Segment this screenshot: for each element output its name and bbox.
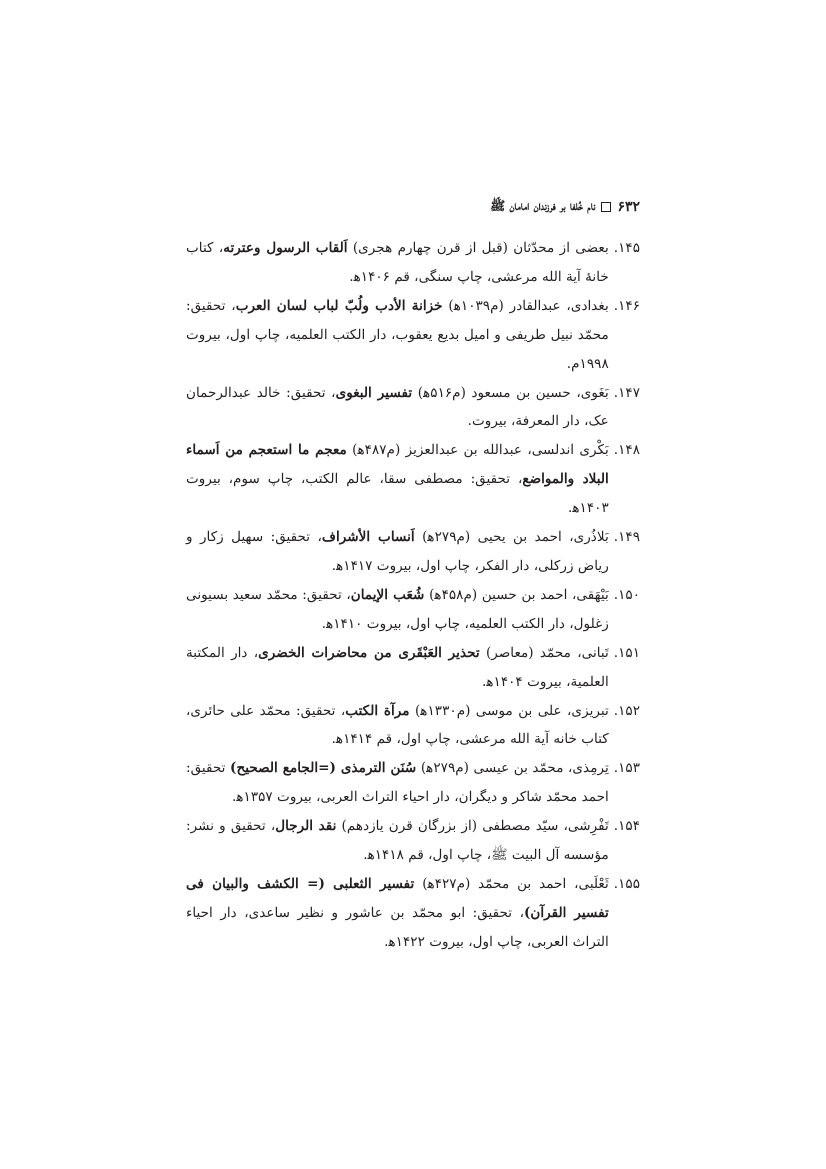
bibliography-entry-146 xyxy=(186,292,640,379)
entry-book-title: معجم ما استعجم من اَسماء البلاد والمواضع xyxy=(186,442,609,488)
entry-text xyxy=(186,379,609,437)
entry-publication: ، تحقیق: سهیل زکار و ریاض زرکلی، دار الفکر، چاپ اول، بیروت ۱۴۱۷ه‍. xyxy=(186,529,609,574)
entry-book-title: تفسیر الثعلبی (= الکشف والبیان فی تفسیر القرآن) xyxy=(186,875,609,921)
entry-number: ۱۴۸. xyxy=(613,442,640,459)
bibliography-entry-145 xyxy=(186,234,640,292)
bibliography-entry-154 xyxy=(186,812,640,870)
entry-text xyxy=(186,523,609,581)
entry-publication: ، تحقیق: خالد عبدالرحمان عک، دار المعرفة، بیروت. xyxy=(186,384,609,430)
entry-text xyxy=(186,234,609,292)
entry-number: ۱۴۵. xyxy=(613,240,640,256)
entry-author: بَکْری اندلسی، عبدالله بن عبدالعزیز (م۴۸۷ه‍) xyxy=(352,442,609,459)
entry-book-title: خزانة الأدب ولُبّ لباب لسان العرب xyxy=(235,297,443,314)
entry-number: ۱۵۱. xyxy=(613,644,640,661)
entry-number: ۱۵۵. xyxy=(613,875,640,892)
entry-text xyxy=(186,812,609,870)
entry-book-title: نقد الرجال xyxy=(275,818,337,835)
entry-book-title: شُعَب الإیمان xyxy=(350,586,425,603)
entry-author: بعضی از محدّثان (قبل از قرن چهارم هجری) xyxy=(352,240,609,256)
entry-author: بَغَوی، حسین بن مسعود (م۵۱۶ه‍) xyxy=(417,384,609,401)
entry-number: ۱۴۶. xyxy=(613,297,640,314)
entry-publication: ، تحقیق: محمّد نبیل طریفی و امیل بدیع یعقوب، دار الکتب العلمیه، چاپ اول، بیروت ۱۹۹۸م. xyxy=(186,297,609,372)
bibliography-entry-149 xyxy=(186,523,640,581)
entry-publication: ، تحقیق: محمّد سعید بسیونی زغلول، دار الکتب العلمیه، چاپ اول، بیروت ۱۴۱۰ه‍. xyxy=(186,586,609,632)
entry-text xyxy=(186,754,609,812)
bibliography-entry-147 xyxy=(186,379,640,437)
entry-book-title: اَنساب الأشراف xyxy=(321,529,415,546)
bibliography-entry-155 xyxy=(186,870,640,957)
entry-author: بغدادی، عبدالقادر (م۱۰۳۹ه‍) xyxy=(448,297,609,314)
entry-number: ۱۵۴. xyxy=(613,818,640,835)
entry-author: بَیْهَقی، احمد بن حسین (م۴۵۸ه‍) xyxy=(429,586,609,603)
entry-text xyxy=(186,697,609,755)
running-header xyxy=(186,196,640,218)
entry-text xyxy=(186,870,609,957)
entry-author: تِرمِذی، محمّد بن عیسی (م۲۷۹ه‍) xyxy=(420,760,609,777)
entry-publication: ، تحقیق و نشر: مؤسسه آل البیت ﷺ، چاپ اول، قم ۱۴۱۸ه‍. xyxy=(186,818,609,864)
entry-author: بَلاذُری، احمد بن یحیی (م۲۷۹ه‍) xyxy=(422,529,609,546)
entry-text xyxy=(186,436,609,523)
entry-text xyxy=(186,581,609,639)
entry-number: ۱۴۷. xyxy=(613,384,640,401)
entry-publication: ، تحقیق: محمّد علی حائری، کتاب خانه آیة الله مرعشی، چاپ اول، قم ۱۴۱۴ه‍. xyxy=(186,702,609,748)
entry-book-title: تحذیر العَبْقَری من محاضرات الخضری xyxy=(258,644,480,661)
entry-author: تبریزی، علی بن موسی (م۱۳۳۰ه‍) xyxy=(414,702,609,719)
entry-author: تَفْرِشی، سیّد مصطفی (از بزرگان قرن یازدهم) xyxy=(341,818,609,835)
entry-publication: تحقیق: احمد محمّد شاکر و دیگران، دار احیاء التراث العربی، بیروت ۱۳۵۷ه‍. xyxy=(186,760,609,806)
bibliography-entry-148 xyxy=(186,436,640,523)
entry-number: ۱۵۰. xyxy=(613,586,640,603)
entry-number: ۱۴۹. xyxy=(613,529,640,546)
entry-publication: ، کتاب خانهٔ آیة الله مرعشی، چاپ سنگی، قم ۱۴۰۶ه‍. xyxy=(186,240,609,285)
bibliography-entry-150 xyxy=(186,581,640,639)
entry-book-title: مرآة الکتب xyxy=(345,702,410,719)
entry-book-title: تفسیر البغوی xyxy=(335,384,413,401)
entry-publication: ، دار المکتبة العلمیة، بیروت ۱۴۰۴ه‍. xyxy=(186,644,609,690)
entry-text xyxy=(186,639,609,697)
entry-book-title: اَلقاب الرسول وعترته xyxy=(223,240,348,256)
entry-publication: ، تحقیق: مصطفی سقا، عالم الکتب، چاپ سوم، بیروت ۱۴۰۳ه‍. xyxy=(186,471,609,517)
bibliography-entry-153 xyxy=(186,754,640,812)
entry-author: ثَعْلَبی، احمد بن محمّد (م۴۲۷ه‍) xyxy=(422,875,609,892)
entry-text xyxy=(186,292,609,379)
entry-publication: ، تحقیق: ابو محمّد بن عاشور و نظیر ساعدی، دار احیاء التراث العربی، چاپ اول، بیروت ۱۴۲۲ه‍. xyxy=(186,904,609,950)
running-title: نام خُلفا بر فرزندان امامان ﷺ xyxy=(490,197,596,213)
bibliography-entry-151 xyxy=(186,639,640,697)
entry-number: ۱۵۳. xyxy=(613,760,640,777)
header-square-ornament xyxy=(601,202,611,212)
entry-number: ۱۵۲. xyxy=(613,702,640,719)
bibliography-list xyxy=(186,234,640,957)
page-number: ۶۳۲ xyxy=(617,199,640,215)
bibliography-entry-152 xyxy=(186,697,640,755)
entry-book-title: سُنَن الترمذی (=الجامع الصحیح) xyxy=(230,760,417,777)
entry-author: تَبانی، محمّد (معاصر) xyxy=(485,644,609,661)
